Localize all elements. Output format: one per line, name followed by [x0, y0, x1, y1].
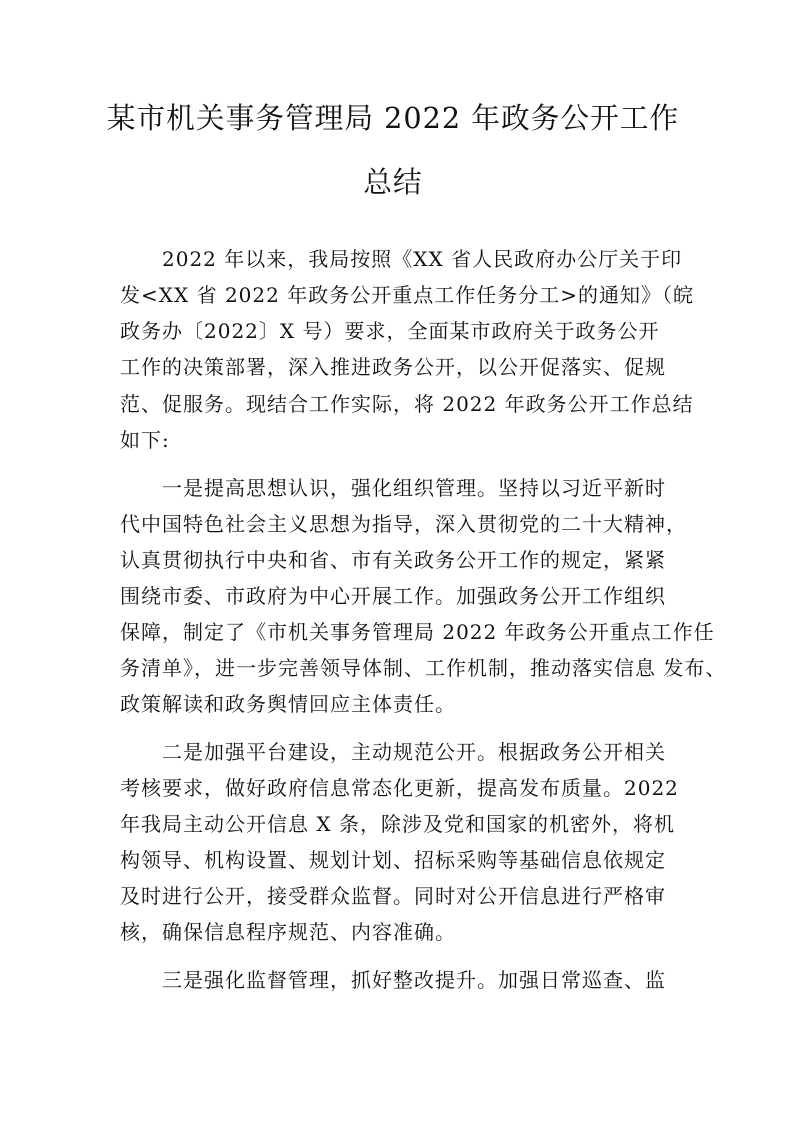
body-line: 保障，制定了《市机关事务管理局 2022 年政务公开重点工作任	[120, 620, 715, 644]
body-line: 务清单》，进一步完善领导体制、工作机制，推动落实信息 发布、	[120, 656, 727, 680]
body-line: 构领导、机构设置、规划计划、招标采购等基础信息依规定	[120, 848, 666, 872]
body-line: 范、促服务。现结合工作实际，将 2022 年政务公开工作总结	[120, 392, 694, 416]
body-line: 核，确保信息程序规范、内容准确。	[120, 920, 456, 944]
body-line: 年我局主动公开信息 X 条，除涉及党和国家的机密外，将机	[120, 812, 675, 836]
body-line: 一是提高思想认识，强化组织管理。坚持以习近平新时	[162, 476, 666, 500]
body-line: 代中国特色社会主义思想为指导，深入贯彻党的二十大精神，	[120, 512, 687, 536]
body-line: 认真贯彻执行中央和省、市有关政务公开工作的规定，紧紧	[120, 548, 666, 572]
body-line: 发<XX 省 2022 年政务公开重点工作任务分工>的通知》（皖	[120, 283, 694, 307]
body-line: 二是加强平台建设，主动规范公开。根据政务公开相关	[162, 740, 666, 764]
body-line: 三是强化监督管理，抓好整改提升。加强日常巡查、监	[162, 968, 666, 992]
document-title-line-2: 总结	[363, 165, 423, 199]
body-line: 及时进行公开，接受群众监督。同时对公开信息进行严格审	[120, 884, 666, 908]
body-line: 如下:	[120, 428, 170, 452]
body-line: 2022 年以来，我局按照《XX 省人民政府办公厅关于印	[162, 247, 683, 271]
body-line: 政策解读和政务舆情回应主体责任。	[120, 692, 456, 716]
body-line: 工作的决策部署，深入推进政务公开，以公开促落实、促规	[120, 355, 666, 379]
document-title-line-1: 某市机关事务管理局 2022 年政务公开工作	[106, 101, 680, 135]
body-line: 考核要求，做好政府信息常态化更新，提高发布质量。2022	[120, 776, 679, 800]
body-line: 围绕市委、市政府为中心开展工作。加强政务公开工作组织	[120, 584, 666, 608]
body-line: 政务办〔2022〕X 号）要求，全面某市政府关于政务公开	[120, 319, 660, 343]
